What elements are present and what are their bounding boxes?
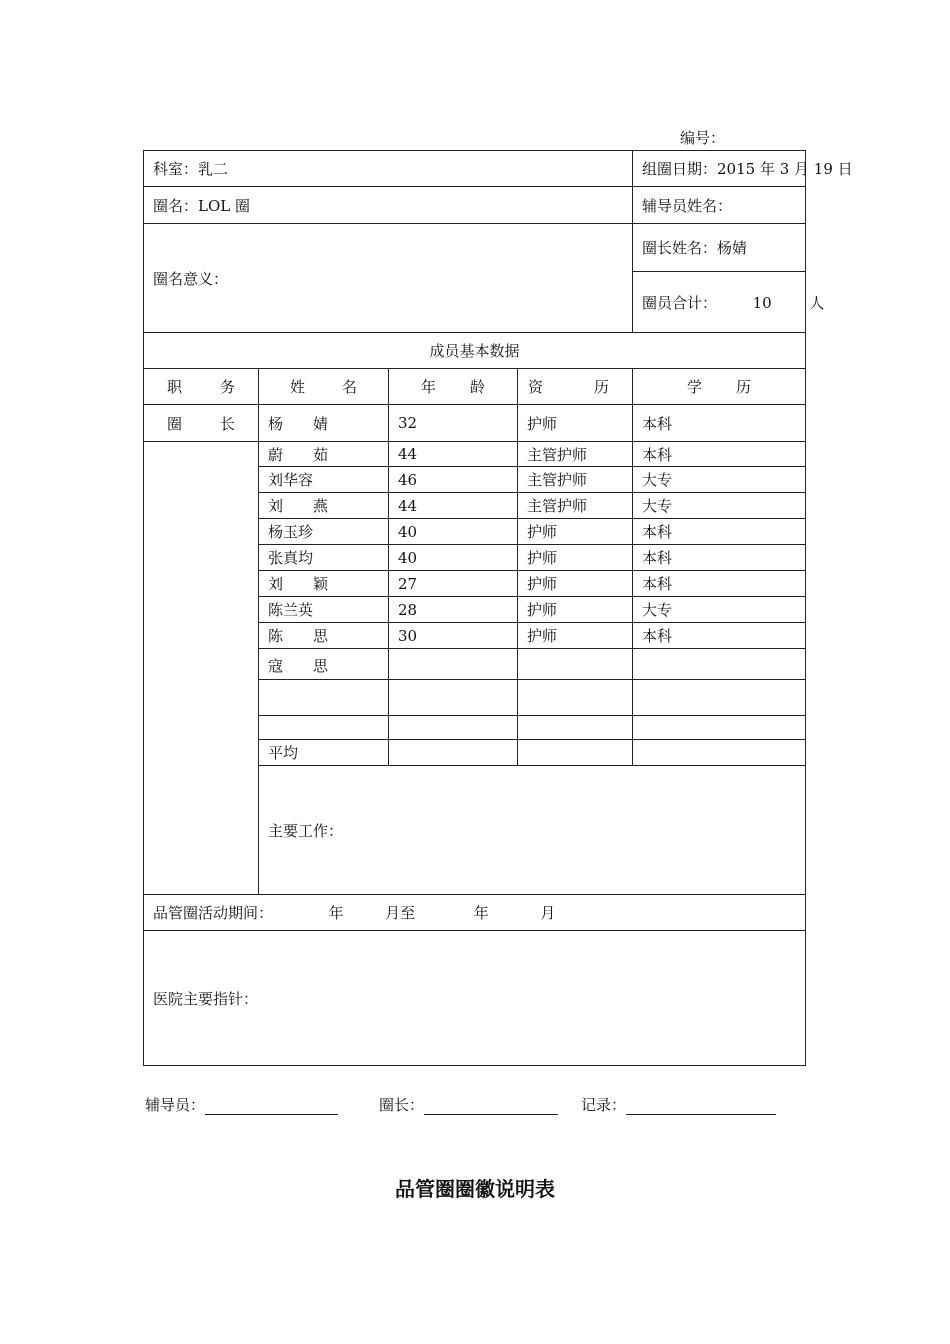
member-education: 大专 — [633, 467, 806, 493]
tutor-signature-line[interactable] — [205, 1098, 338, 1115]
member-title: 主管护师 — [518, 467, 633, 493]
leader-name-cell: 圈长姓名：杨婧 — [633, 224, 806, 272]
member-title: 护师 — [518, 623, 633, 649]
member-name: 刘 颖 — [259, 571, 389, 597]
circle-meaning-cell: 圈名意义： — [144, 224, 633, 333]
member-age: 30 — [389, 623, 518, 649]
leader-signature-line[interactable] — [424, 1098, 558, 1115]
activity-period-cell — [144, 895, 806, 931]
member-name: 寇 思 — [259, 649, 389, 680]
tutor-name-cell: 辅导员姓名： — [633, 187, 806, 224]
leader-signature — [379, 1094, 558, 1115]
member-name: 陈兰英 — [259, 597, 389, 623]
recorder-signature — [581, 1094, 776, 1115]
leader-row-title: 护师 — [518, 405, 633, 442]
average-title — [518, 740, 633, 766]
member-age: 44 — [389, 493, 518, 519]
col-header-age: 年 龄 — [389, 369, 518, 405]
next-section-title: 品管圈圈徽说明表 — [395, 1177, 555, 1201]
empty-cell — [259, 716, 389, 740]
member-age: 40 — [389, 519, 518, 545]
member-education: 本科 — [633, 623, 806, 649]
column-header-row — [144, 369, 806, 405]
leader-signature-label: 圈长： — [379, 1096, 425, 1114]
member-title: 护师 — [518, 545, 633, 571]
activity-period-label: 品管圈活动期间： — [153, 904, 274, 922]
member-total-unit: 人 — [809, 293, 825, 312]
member-age: 46 — [389, 467, 518, 493]
empty-cell — [633, 680, 806, 716]
member-total-value: 10 — [752, 293, 772, 312]
founded-date-cell: 组圈日期：2015 年 3 月 19 日 — [633, 151, 806, 187]
activity-period-year1: 年 — [328, 904, 344, 922]
empty-cell — [389, 716, 518, 740]
member-education: 大专 — [633, 597, 806, 623]
member-title — [518, 649, 633, 680]
member-age: 40 — [389, 545, 518, 571]
col-header-role: 职 务 — [144, 369, 259, 405]
average-label: 平均 — [259, 740, 389, 766]
member-role-blank — [144, 442, 259, 895]
average-age — [389, 740, 518, 766]
member-age: 28 — [389, 597, 518, 623]
col-header-title: 资 历 — [518, 369, 633, 405]
activity-period-year2: 年 — [473, 904, 489, 922]
col-header-name: 姓 名 — [259, 369, 389, 405]
leader-row-education: 本科 — [633, 405, 806, 442]
member-name: 刘 燕 — [259, 493, 389, 519]
empty-cell — [633, 716, 806, 740]
member-age — [389, 649, 518, 680]
member-age: 27 — [389, 571, 518, 597]
recorder-signature-label: 记录： — [581, 1096, 627, 1114]
main-work-cell: 主要工作： — [259, 766, 806, 895]
circle-name-cell: 圈名：LOL 圈 — [144, 187, 633, 224]
member-total-label: 圈员合计： — [642, 293, 718, 312]
member-title: 主管护师 — [518, 442, 633, 467]
empty-cell — [518, 716, 633, 740]
member-education — [633, 649, 806, 680]
leader-row-name: 杨 婧 — [259, 405, 389, 442]
member-name: 陈 思 — [259, 623, 389, 649]
tutor-signature — [145, 1094, 338, 1115]
empty-cell — [259, 680, 389, 716]
member-title: 主管护师 — [518, 493, 633, 519]
activity-period-month-to: 月至 — [385, 904, 416, 922]
department-cell: 科室：乳二 — [144, 151, 633, 187]
empty-cell — [518, 680, 633, 716]
member-title: 护师 — [518, 571, 633, 597]
leader-role: 圈 长 — [144, 405, 259, 442]
member-section-title: 成员基本数据 — [144, 333, 806, 369]
member-name: 张真均 — [259, 545, 389, 571]
quality-circle-form — [143, 150, 853, 1066]
member-education: 大专 — [633, 493, 806, 519]
member-name: 杨玉珍 — [259, 519, 389, 545]
member-title: 护师 — [518, 519, 633, 545]
tutor-signature-label: 辅导员： — [145, 1096, 206, 1114]
recorder-signature-line[interactable] — [626, 1098, 776, 1115]
member-age: 44 — [389, 442, 518, 467]
hospital-policy-cell: 医院主要指针： — [144, 931, 806, 1066]
member-name: 蔚 茹 — [259, 442, 389, 467]
leader-row-age: 32 — [389, 405, 518, 442]
member-total-cell — [633, 272, 825, 333]
activity-period-month2: 月 — [540, 904, 556, 922]
member-row — [144, 442, 806, 467]
member-education: 本科 — [633, 571, 806, 597]
member-education: 本科 — [633, 545, 806, 571]
member-title: 护师 — [518, 597, 633, 623]
serial-number-label: 编号： — [680, 129, 726, 147]
average-education — [633, 740, 806, 766]
col-header-education: 学 历 — [633, 369, 806, 405]
member-education: 本科 — [633, 519, 806, 545]
member-name: 刘华容 — [259, 467, 389, 493]
member-education: 本科 — [633, 442, 806, 467]
empty-cell — [389, 680, 518, 716]
leader-row — [144, 405, 806, 442]
